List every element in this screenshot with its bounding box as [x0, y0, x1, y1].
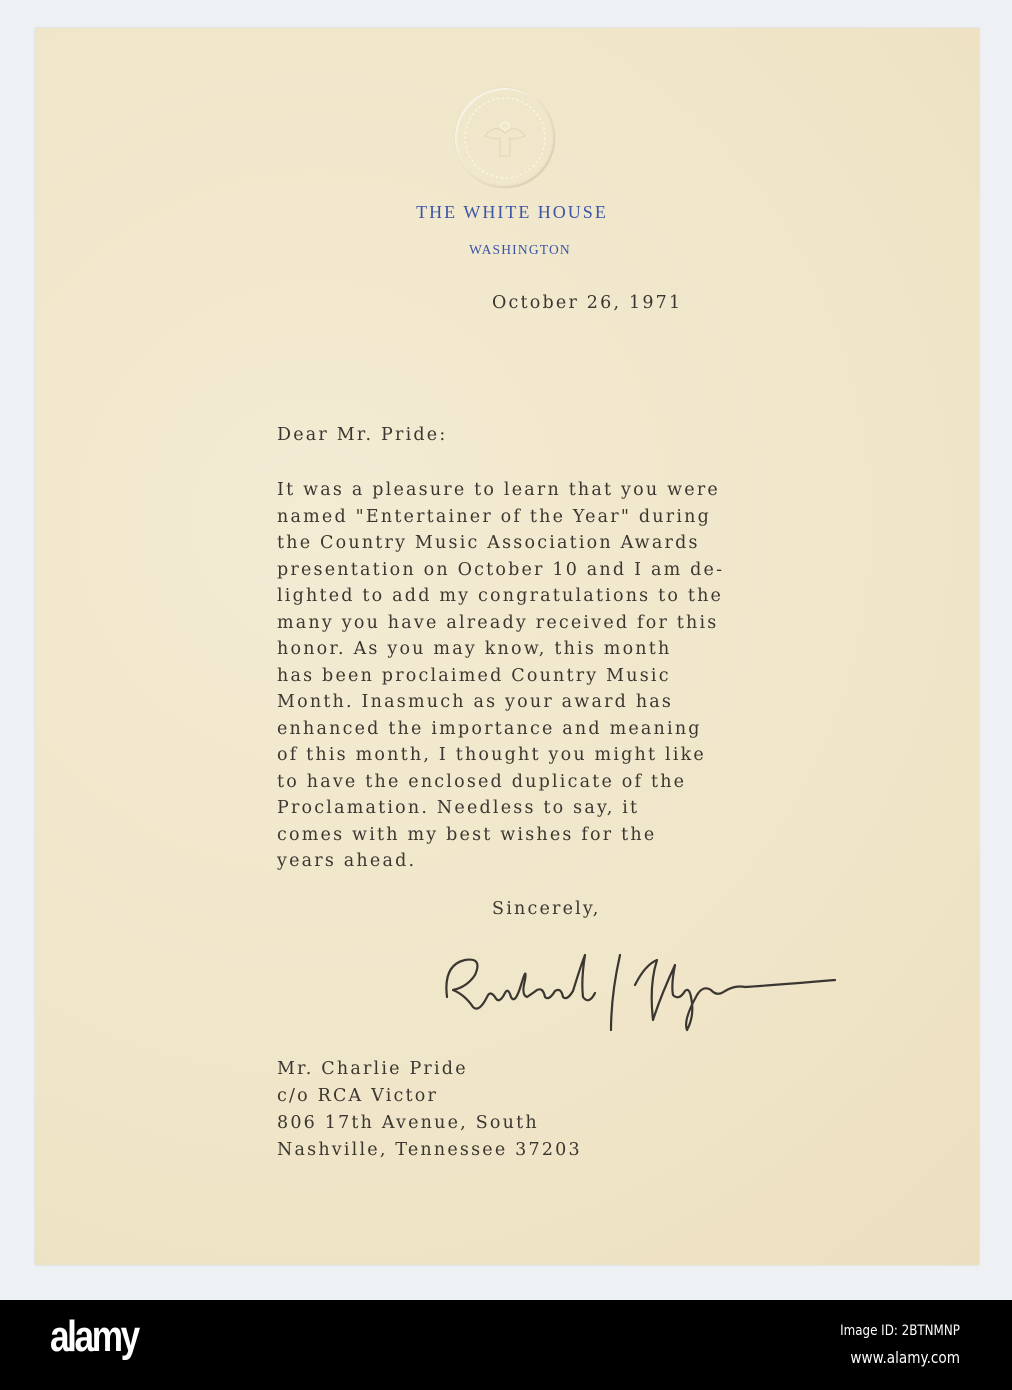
body-line: named "Entertainer of the Year" during: [277, 507, 711, 527]
eagle-seal-icon: [455, 88, 555, 188]
body-line: of this month, I thought you might like: [277, 745, 706, 765]
body-line: Month. Inasmuch as your award has: [277, 692, 674, 712]
salutation: Dear Mr. Pride:: [277, 425, 448, 445]
body-line: presentation on October 10 and I am de-: [277, 560, 725, 580]
body-line: to have the enclosed duplicate of the: [277, 772, 687, 792]
image-id: Image ID: 2BTNMNP: [840, 1323, 960, 1339]
footer-band: [0, 1300, 1012, 1390]
closing: Sincerely,: [492, 899, 601, 919]
body-line: It was a pleasure to learn that you were: [277, 480, 720, 500]
body-line: honor. As you may know, this month: [277, 639, 672, 659]
address-line: Mr. Charlie Pride: [277, 1059, 468, 1079]
body-line: the Country Music Association Awards: [277, 533, 700, 553]
body-line: has been proclaimed Country Music: [277, 666, 671, 686]
letterhead-subtitle: WASHINGTON: [469, 242, 571, 257]
body-line: lighted to add my congratulations to the: [277, 586, 724, 606]
body-line: Proclamation. Needless to say, it: [277, 798, 640, 818]
body-line: enhanced the importance and meaning: [277, 719, 702, 739]
alamy-logo: alamy: [50, 1312, 138, 1361]
handwritten-signature: [435, 935, 845, 1035]
body-line: years ahead.: [277, 851, 417, 871]
address-line: 806 17th Avenue, South: [277, 1113, 539, 1133]
letterhead-title: THE WHITE HOUSE: [416, 202, 608, 222]
letter-date: October 26, 1971: [492, 293, 683, 313]
body-line: comes with my best wishes for the: [277, 825, 657, 845]
address-line: Nashville, Tennessee 37203: [277, 1140, 582, 1160]
site-url: www.alamy.com: [850, 1348, 960, 1367]
address-line: c/o RCA Victor: [277, 1086, 439, 1106]
body-line: many you have already received for this: [277, 613, 719, 633]
presidential-seal-emboss: [455, 88, 555, 188]
